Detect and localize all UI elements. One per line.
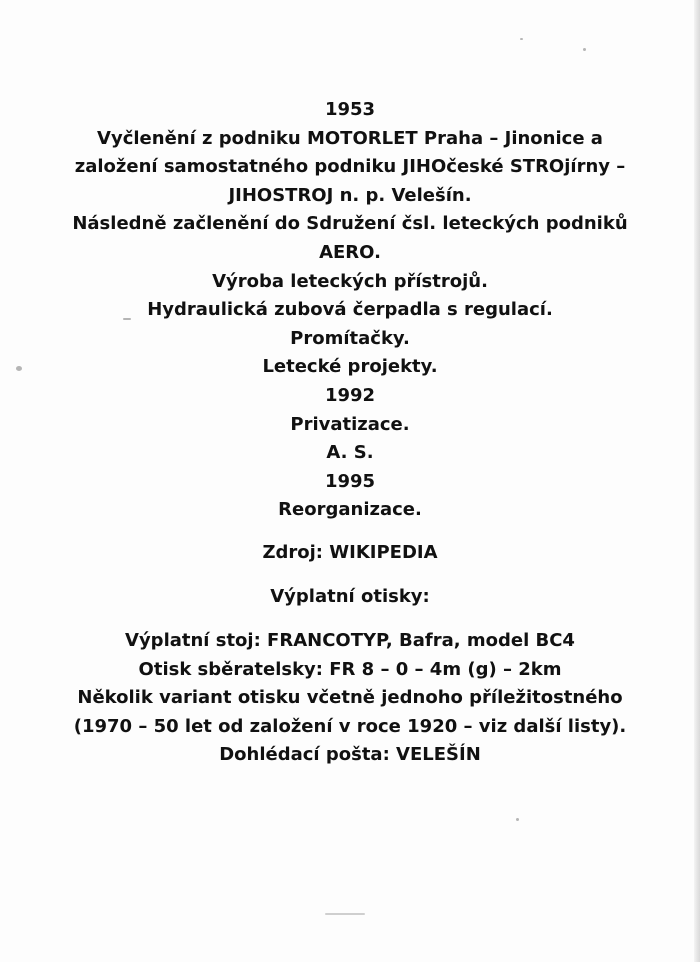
scan-speck bbox=[16, 366, 22, 371]
text-line: Výplatní stoj: FRANCOTYP, Bafra, model BC4 bbox=[125, 630, 575, 652]
text-line: založení samostatného podniku JIHOčeské STROjírny – bbox=[74, 156, 626, 178]
scan-speck bbox=[325, 913, 365, 915]
text-line: Hydraulická zubová čerpadla s regulací. bbox=[147, 299, 553, 321]
scan-speck bbox=[520, 38, 523, 40]
source-line: Zdroj: WIKIPEDIA bbox=[262, 541, 438, 563]
text-line: Reorganizace. bbox=[278, 499, 422, 521]
spacer bbox=[40, 568, 660, 583]
year-1992: 1992 bbox=[324, 384, 376, 406]
text-line: Výroba leteckých přístrojů. bbox=[212, 270, 488, 292]
text-line: Několik variant otisku včetně jednoho příležitostného bbox=[77, 687, 623, 709]
year-1995: 1995 bbox=[324, 470, 376, 492]
spacer bbox=[40, 525, 660, 539]
text-line: Privatizace. bbox=[290, 413, 410, 435]
text-line: Následně začlenění do Sdružení čsl. leteckých podniků bbox=[72, 213, 628, 235]
text-line: AERO. bbox=[319, 241, 381, 263]
year-1953: 1953 bbox=[324, 99, 376, 120]
spacer bbox=[40, 611, 660, 627]
text-line: Promítačky. bbox=[290, 327, 410, 349]
text-line: Dohlédací pošta: VELEŠÍN bbox=[219, 744, 481, 766]
page-edge-shadow bbox=[694, 0, 700, 962]
scan-speck bbox=[516, 818, 519, 821]
scan-speck bbox=[583, 48, 586, 51]
text-line: A. S. bbox=[326, 442, 374, 464]
text-line: JIHOSTROJ n. p. Velešín. bbox=[228, 184, 472, 206]
imprints-heading: Výplatní otisky: bbox=[270, 585, 430, 607]
text-line: Vyčlenění z podniku MOTORLET Praha – Jinonice a bbox=[97, 127, 603, 149]
text-line: Otisk sběratelsky: FR 8 – 0 – 4m (g) – 2km bbox=[138, 658, 562, 680]
text-line: (1970 – 50 let od založení v roce 1920 – viz další listy). bbox=[73, 715, 627, 737]
document-text bbox=[40, 96, 660, 770]
text-line: Letecké projekty. bbox=[262, 356, 438, 378]
